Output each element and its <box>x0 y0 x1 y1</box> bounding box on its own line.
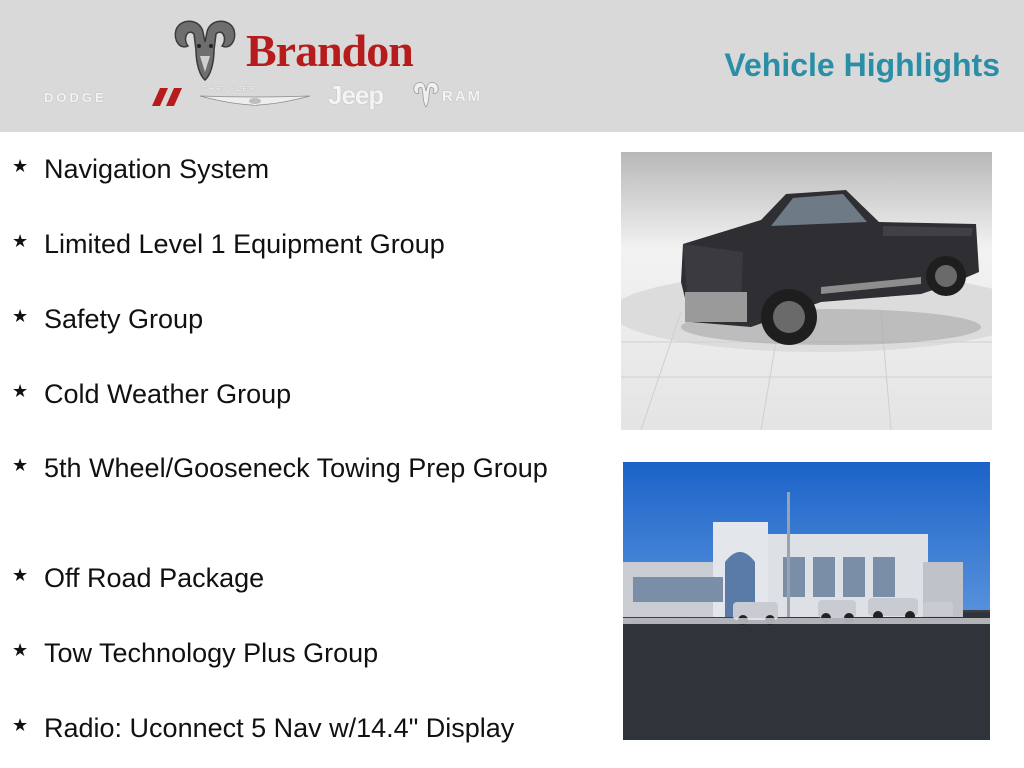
truck-photo[interactable] <box>621 152 992 430</box>
highlight-text: Radio: Uconnect 5 Nav w/14.4" Display <box>44 713 515 743</box>
chrysler-logo: CHRYSLER <box>202 86 257 93</box>
star-bullet-icon: ★ <box>12 455 29 475</box>
star-bullet-icon: ★ <box>12 381 29 401</box>
sub-brand-logos <box>40 80 540 116</box>
star-bullet-icon: ★ <box>12 231 29 251</box>
dealer-logo[interactable] <box>40 18 540 118</box>
star-bullet-icon: ★ <box>12 715 29 735</box>
ram-badge-icon <box>412 82 440 108</box>
ram-logo: RAM <box>442 88 483 105</box>
jeep-logo: Jeep <box>328 80 384 110</box>
highlight-text: Tow Technology Plus Group <box>44 638 379 668</box>
highlight-text: Cold Weather Group <box>44 379 292 409</box>
dodge-stripes-icon <box>152 88 188 106</box>
header-banner <box>0 0 1024 132</box>
page-title: Vehicle Highlights <box>724 47 1000 83</box>
highlight-text: Navigation System <box>44 154 270 184</box>
dodge-logo: DODGE <box>44 90 107 105</box>
ram-head-icon <box>170 20 240 82</box>
highlight-text: Safety Group <box>44 304 204 334</box>
star-bullet-icon: ★ <box>12 565 29 585</box>
dealership-photo-image <box>623 462 990 740</box>
star-bullet-icon: ★ <box>12 640 29 660</box>
highlight-text: Limited Level 1 Equipment Group <box>44 229 445 259</box>
highlight-text: Off Road Package <box>44 563 265 593</box>
brand-name: Brandon <box>246 25 413 76</box>
dealership-photo[interactable] <box>623 462 990 740</box>
chrysler-wings-icon <box>200 94 310 106</box>
truck-photo-image <box>621 152 992 430</box>
star-bullet-icon: ★ <box>12 306 29 326</box>
star-bullet-icon: ★ <box>12 156 29 176</box>
highlight-text: 5th Wheel/Gooseneck Towing Prep Group <box>44 453 548 483</box>
